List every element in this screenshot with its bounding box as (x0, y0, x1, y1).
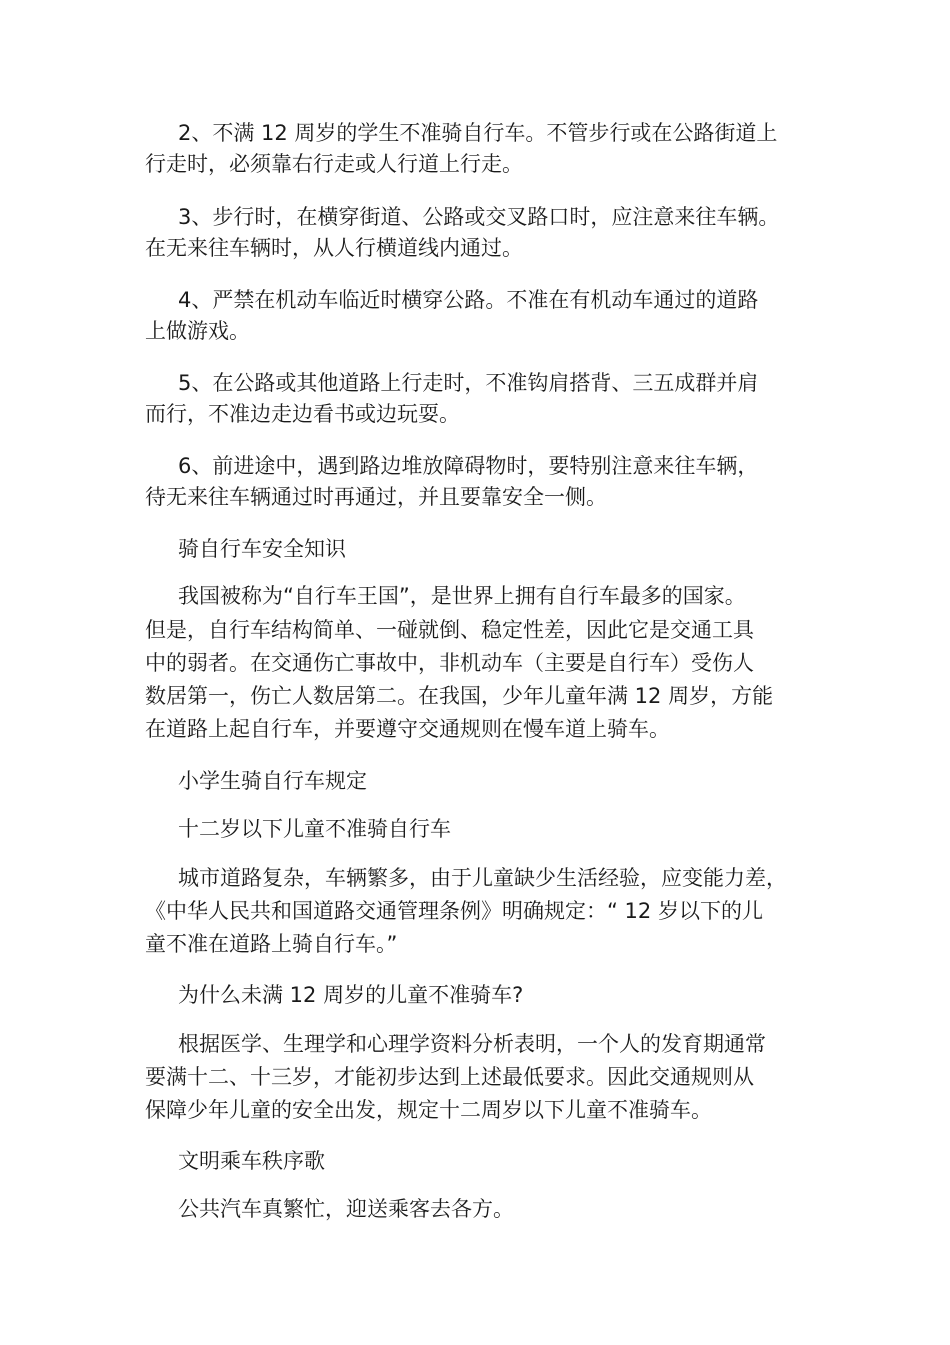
text-line: 城市道路复杂，车辆繁多，由于儿童缺少生活经验，应变能力差， (178, 866, 787, 890)
heading-text: 十二岁以下儿童不准骑自行车 (178, 817, 451, 841)
text-line: 在无来往车辆时，从人行横道线内通过。 (145, 236, 523, 260)
text-line: 待无来往车辆通过时再通过，并且要靠安全一侧。 (145, 485, 607, 509)
text-line: 公共汽车真繁忙，迎送乘客去各方。 (178, 1197, 514, 1221)
text-line: 上做游戏。 (145, 319, 250, 343)
text-line: 要满十二、十三岁，才能初步达到上述最低要求。因此交通规则从 (145, 1065, 754, 1089)
text-line: 4、严禁在机动车临近时横穿公路。不准在有机动车通过的道路 (178, 288, 759, 312)
text-line: 中的弱者。在交通伤亡事故中，非机动车（主要是自行车）受伤人 (145, 651, 754, 675)
text-line: 5、在公路或其他道路上行走时，不准钩肩搭背、三五成群并肩 (178, 371, 759, 395)
text-line: 3、步行时，在横穿街道、公路或交叉路口时，应注意来往车辆。 (178, 205, 780, 229)
heading-text: 文明乘车秩序歌 (178, 1149, 325, 1173)
heading-text: 小学生骑自行车规定 (178, 769, 367, 793)
text-line: 在道路上起自行车，并要遵守交通规则在慢车道上骑车。 (145, 717, 670, 741)
text-line: 我国被称为“自行车王国”，是世界上拥有自行车最多的国家。 (178, 584, 746, 608)
text-line: 保障少年儿童的安全出发，规定十二周岁以下儿童不准骑车。 (145, 1098, 712, 1122)
text-line: 童不准在道路上骑自行车。” (145, 932, 398, 956)
text-line: 《中华人民共和国道路交通管理条例》明确规定：“ 12 岁以下的儿 (145, 899, 763, 923)
text-line: 而行，不准边走边看书或边玩耍。 (145, 402, 460, 426)
heading-text: 为什么未满 12 周岁的儿童不准骑车? (178, 983, 524, 1007)
text-line: 6、前进途中，遇到路边堆放障碍物时，要特别注意来往车辆， (178, 454, 759, 478)
text-line: 但是，自行车结构简单、一碰就倒、稳定性差，因此它是交通工具 (145, 618, 754, 642)
text-line: 根据医学、生理学和心理学资料分析表明，一个人的发育期通常 (178, 1032, 766, 1056)
heading-text: 骑自行车安全知识 (178, 537, 346, 561)
text-line: 行走时，必须靠右行走或人行道上行走。 (145, 152, 523, 176)
text-line: 2、不满 12 周岁的学生不准骑自行车。不管步行或在公路街道上 (178, 121, 778, 145)
text-line: 数居第一，伤亡人数居第二。在我国，少年儿童年满 12 周岁，方能 (145, 684, 774, 708)
